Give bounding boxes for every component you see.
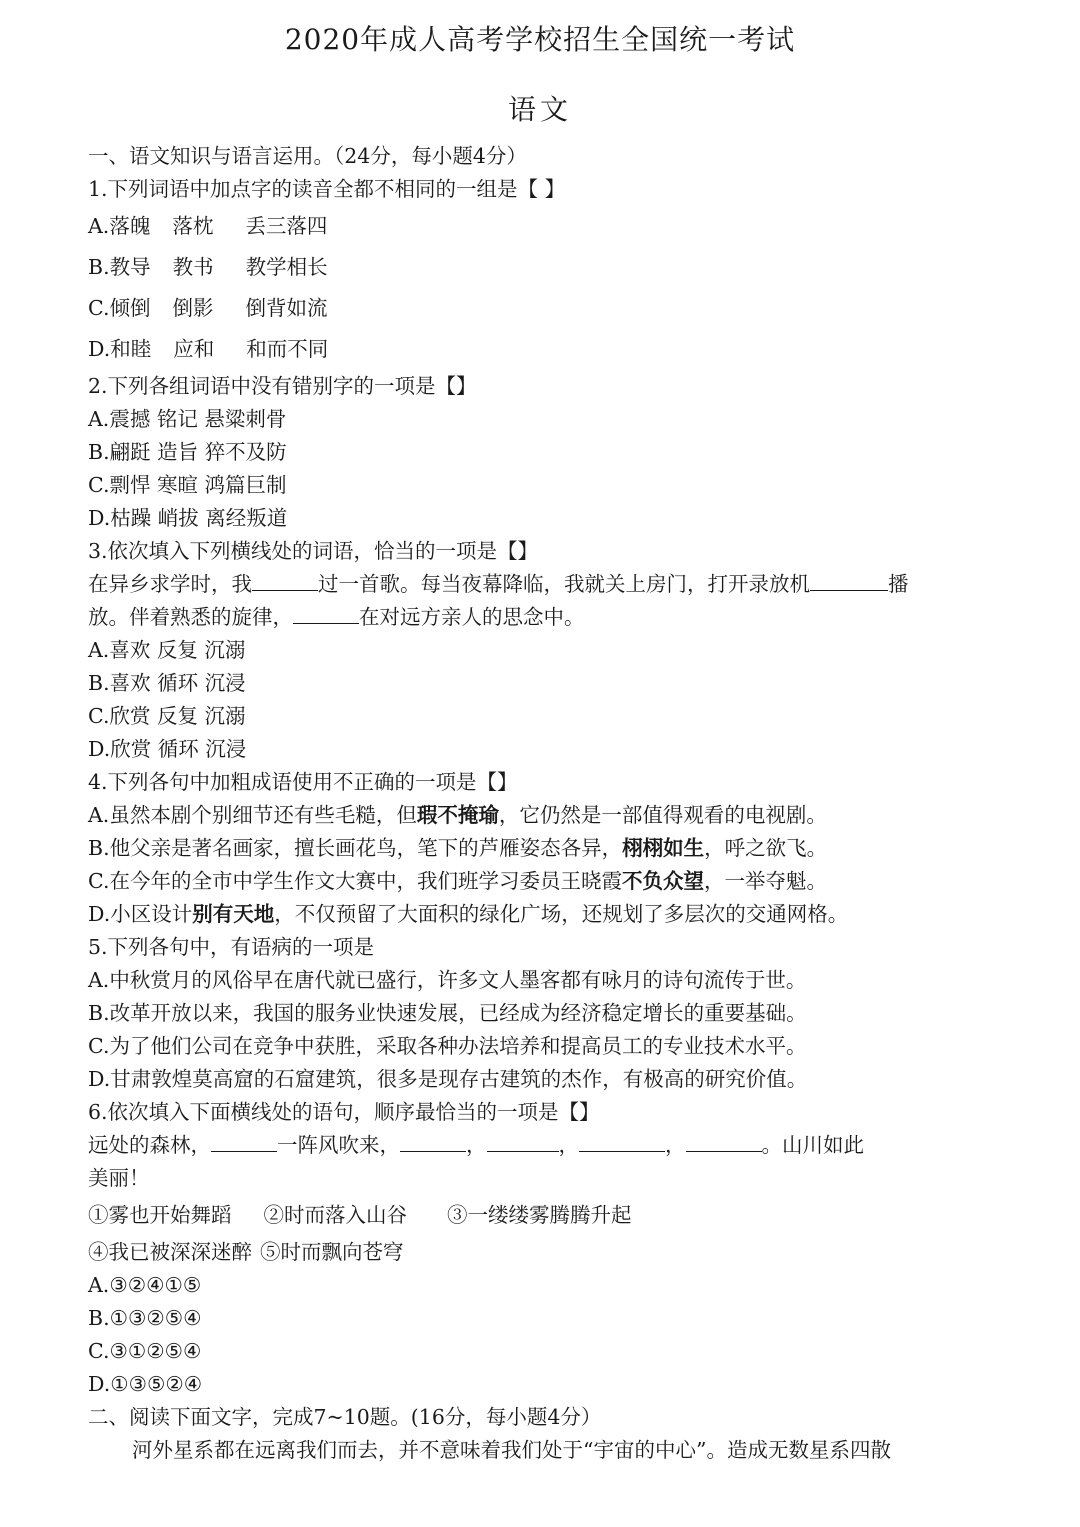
exam-content: [88, 140, 998, 1467]
q1-option-a: [88, 206, 998, 247]
option-label: D.: [88, 337, 111, 361]
q6-passage-line-1: [88, 1129, 998, 1162]
q2-option-c: C.剽悍 寒暄 鸿篇巨制: [88, 473, 287, 497]
passage-text: 在异乡求学时，我: [88, 572, 252, 596]
q2-option-a: A.震撼 铭记 悬粱刺骨: [88, 407, 287, 431]
answer-blank[interactable]: [487, 1129, 559, 1152]
q3-option-c: C.欣赏 反复 沉溺: [88, 704, 246, 728]
answer-blank[interactable]: [252, 568, 318, 591]
answer-blank[interactable]: [293, 601, 359, 624]
option-text: ，一举夺魁。: [703, 869, 827, 893]
reading-passage-line: 河外星系都在远离我们而去，并不意味着我们处于“宇宙的中心”。造成无数星系四散: [132, 1438, 891, 1462]
sentence-item: ②时而落入山谷: [263, 1203, 407, 1227]
sentence-item: ③一缕缕雾腾腾升起: [447, 1203, 632, 1227]
passage-text: 远处的森林，: [88, 1133, 211, 1157]
separator: ，: [466, 1133, 487, 1157]
option-word: 和而不同: [246, 337, 329, 361]
passage-text: 过一首歌。每当夜幕降临，我就关上房门，打开录放机: [318, 572, 810, 596]
bold-idiom: 不负众望: [621, 869, 704, 893]
q3-option-a: A.喜欢 反复 沉溺: [88, 638, 246, 662]
q6-sentences-row-1: [88, 1195, 998, 1236]
option-text: ，它仍然是一部值得观看的电视剧。: [498, 803, 827, 827]
sentence-item: ④我已被深深迷醉: [88, 1240, 252, 1264]
answer-blank[interactable]: [400, 1129, 466, 1152]
option-word: 教学相长: [245, 255, 328, 279]
option-word: 和睦: [110, 337, 152, 361]
passage-text: 一阵风吹来，: [277, 1133, 400, 1157]
q2-option-d: D.枯躁 峭拔 离经叛道: [88, 506, 288, 530]
q6-option-c: C.③①②⑤④: [88, 1339, 202, 1363]
option-word: 落枕: [172, 214, 214, 238]
answer-blank[interactable]: [579, 1129, 665, 1152]
option-text: C.在今年的全市中学生作文大赛中，我们班学习委员王晓霞: [88, 869, 622, 893]
subject-title: 语文: [507, 93, 572, 126]
option-word: 落魄: [109, 214, 151, 238]
q1-option-d: [88, 329, 998, 370]
option-label: A.: [88, 214, 110, 238]
q2-option-b: B.翩跹 造旨 猝不及防: [88, 440, 287, 464]
q6-option-b: B.①③②⑤④: [88, 1306, 202, 1330]
q4-option-b: [88, 832, 998, 865]
exam-title: 2020年成人高考学校招生全国统一考试: [284, 23, 796, 56]
q5-option-b: B.改革开放以来，我国的服务业快速发展，已经成为经济稳定增长的重要基础。: [88, 1001, 807, 1025]
q3-passage-line-1: [88, 568, 998, 601]
question-1-stem: 1.下列词语中加点字的读音全都不相同的一组是【 】: [88, 177, 566, 201]
bold-idiom: 栩栩如生: [622, 836, 705, 860]
q6-passage-line-2: 美丽！: [88, 1166, 150, 1190]
question-5-stem: 5.下列各句中，有语病的一项是: [88, 935, 375, 959]
question-3-stem: 3.依次填入下列横线处的词语，恰当的一项是【】: [88, 539, 539, 563]
q1-option-b: [88, 247, 998, 288]
bold-idiom: 别有天地: [192, 902, 275, 926]
question-2-stem: 2.下列各组词语中没有错别字的一项是【】: [88, 374, 477, 398]
passage-text: 放。伴着熟悉的旋律，: [88, 605, 293, 629]
q3-option-d: D.欣赏 循环 沉浸: [88, 737, 247, 761]
option-word: 倒影: [172, 296, 214, 320]
sentence-item: ⑤时而飘向苍穹: [260, 1240, 404, 1264]
option-word: 丢三落四: [245, 214, 328, 238]
separator: ，: [558, 1133, 579, 1157]
section-1-heading: 一、语文知识与语言运用。（24分，每小题4分）: [88, 144, 527, 168]
q5-option-a: A.中秋赏月的风俗早在唐代就已盛行，许多文人墨客都有咏月的诗句流传于世。: [88, 968, 807, 992]
question-6-stem: 6.依次填入下面横线处的语句，顺序最恰当的一项是【】: [88, 1100, 600, 1124]
option-text: B.他父亲是著名画家，擅长画花鸟，笔下的芦雁姿态各异，: [88, 836, 623, 860]
q6-option-a: A.③②④①⑤: [88, 1273, 202, 1297]
answer-blank[interactable]: [211, 1129, 277, 1152]
option-text: ，不仅预留了大面积的绿化广场，还规划了多层次的交通网格。: [274, 902, 849, 926]
option-text: A.虽然本剧个别细节还有些毛糙，但: [88, 803, 417, 827]
option-word: 教导: [109, 255, 151, 279]
answer-blank[interactable]: [810, 568, 888, 591]
option-word: 教书: [172, 255, 214, 279]
option-word: 应和: [173, 337, 215, 361]
q1-option-c: [88, 288, 998, 329]
passage-text: 在对远方亲人的思念中。: [359, 605, 585, 629]
option-word: 倒背如流: [245, 296, 328, 320]
option-text: ，呼之欲飞。: [704, 836, 828, 860]
passage-text: 。山川如此: [761, 1133, 864, 1157]
bold-idiom: 瑕不掩瑜: [416, 803, 499, 827]
answer-blank[interactable]: [686, 1129, 762, 1152]
section-2-heading: 二、阅读下面文字，完成7~10题。(16分，每小题4分）: [88, 1405, 602, 1429]
q4-option-d: [88, 898, 998, 931]
q4-option-c: [88, 865, 998, 898]
passage-text: 播: [888, 572, 909, 596]
q6-sentences-row-2: [88, 1236, 998, 1269]
question-4-stem: 4.下列各句中加粗成语使用不正确的一项是【】: [88, 770, 518, 794]
separator: ，: [665, 1133, 686, 1157]
sentence-item: ①雾也开始舞蹈: [88, 1203, 232, 1227]
q6-option-d: D.①③⑤②④: [88, 1372, 203, 1396]
option-word: 倾倒: [109, 296, 151, 320]
q3-option-b: B.喜欢 循环 沉浸: [88, 671, 246, 695]
q5-option-d: D.甘肃敦煌莫高窟的石窟建筑，很多是现存古建筑的杰作，有极高的研究价值。: [88, 1067, 808, 1091]
option-label: B.: [88, 255, 110, 279]
option-label: C.: [88, 296, 110, 320]
q4-option-a: [88, 799, 998, 832]
q5-option-c: C.为了他们公司在竞争中获胜，采取各种办法培养和提高员工的专业技术水平。: [88, 1034, 807, 1058]
option-text: D.小区设计: [88, 902, 193, 926]
q3-passage-line-2: [88, 601, 998, 634]
